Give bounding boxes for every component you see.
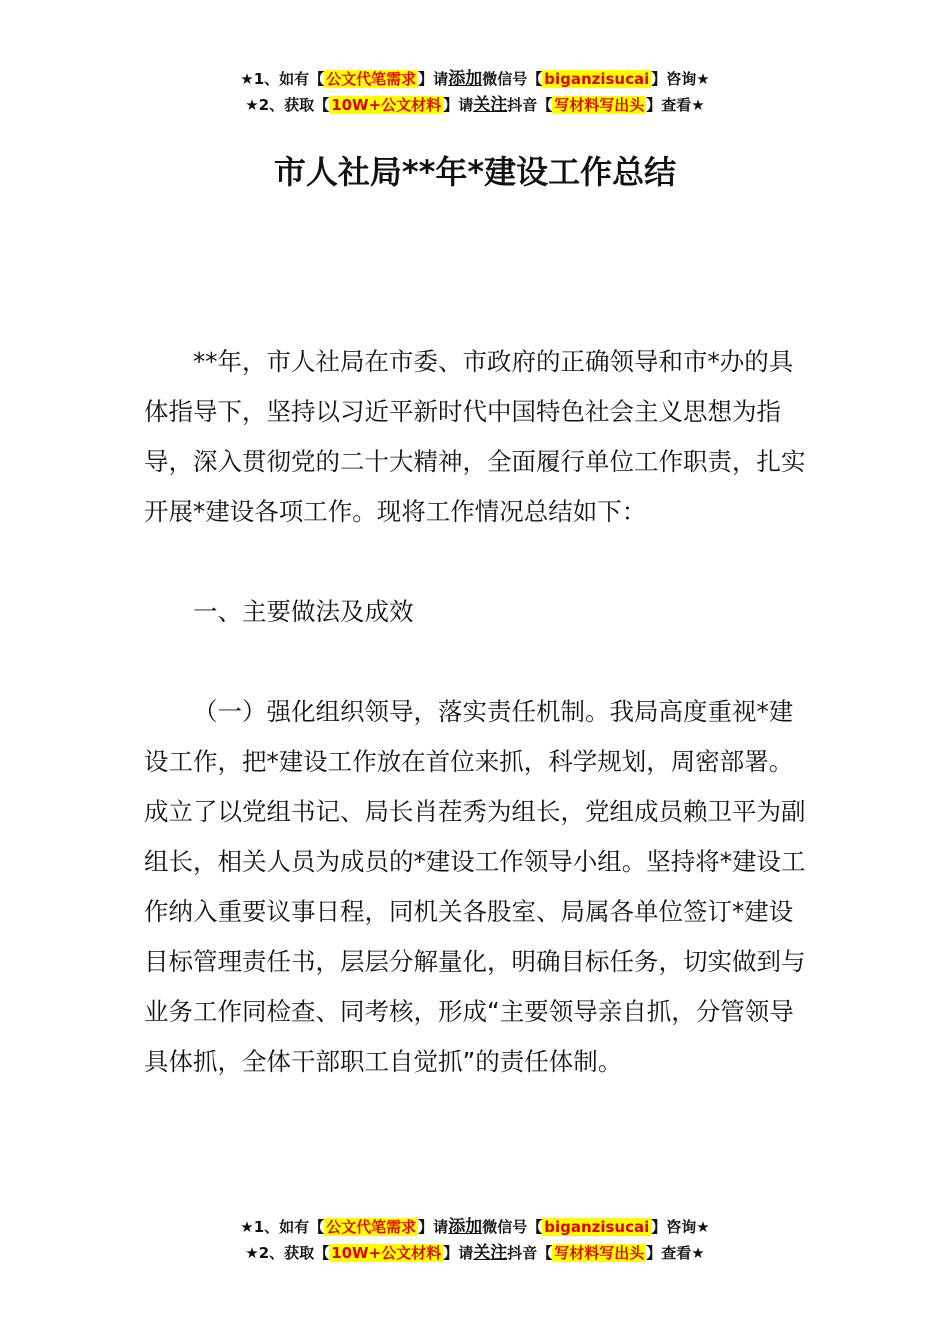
banner-line-1 [0, 1214, 950, 1240]
banner-text: 】请 [443, 1244, 474, 1262]
banner-line-1 [0, 66, 950, 92]
section-heading-1: 一、主要做法及成效 [193, 597, 414, 626]
banner-text: 】请 [418, 70, 449, 88]
highlight-materials: 10W+公文材料 [331, 1244, 442, 1262]
banner-text: ★1、如有【 [240, 1218, 325, 1236]
banner-text: 】咨询★ [651, 70, 710, 88]
banner-line-2 [0, 1240, 950, 1266]
document-title: 市人社局**年*建设工作总结 [273, 153, 677, 191]
emphasis-follow: 关注 [473, 1243, 508, 1263]
banner-text: 抖音【 [507, 1244, 553, 1262]
highlight-service: 公文代笔需求 [326, 1218, 417, 1236]
paragraph-1: （一）强化组织领导，落实责任机制。我局高度重视*建设工作，把*建设工作放在首位来抓，科学规划，周密部署。成立了以党组书记、局长肖茬秀为组长，党组成员赖卫平为副组长，相关人员为成员的*建设工作领导小组。坚持将*建设工作纳入重要议事日程，同机关各股室、局属各单位签订*建设目标管理责任书，层层分解量化，明确目标任务，切实做到与业务工作同检查、同考核，形成“主要领导亲自抓，分管领导具体抓，全体干部职工自觉抓”的责任体制。 [144, 697, 806, 1076]
emphasis-follow: 关注 [473, 95, 508, 115]
highlight-service: 公文代笔需求 [326, 70, 417, 88]
banner-text: 】请 [443, 96, 474, 114]
banner-text: 微信号【 [482, 70, 543, 88]
banner-text: ★1、如有【 [240, 70, 325, 88]
banner-text: ★2、获取【 [245, 96, 330, 114]
banner-text: 】请 [418, 1218, 449, 1236]
banner-text: 抖音【 [507, 96, 553, 114]
highlight-douyin-id: 写材料写出头 [554, 1244, 645, 1262]
emphasis-add: 添加 [448, 69, 483, 89]
banner-text: 微信号【 [482, 1218, 543, 1236]
highlight-wechat-id: biganzisucai [544, 1218, 650, 1236]
banner-text: 】查看★ [646, 96, 705, 114]
highlight-wechat-id: biganzisucai [544, 70, 650, 88]
highlight-materials: 10W+公文材料 [331, 96, 442, 114]
banner-text: 】咨询★ [651, 1218, 710, 1236]
highlight-douyin-id: 写材料写出头 [554, 96, 645, 114]
banner-line-2 [0, 92, 950, 118]
banner-text: ★2、获取【 [245, 1244, 330, 1262]
emphasis-add: 添加 [448, 1217, 483, 1237]
banner-text: 】查看★ [646, 1244, 705, 1262]
footer-banner [0, 1214, 950, 1266]
intro-paragraph: **年，市人社局在市委、市政府的正确领导和市*办的具体指导下，坚持以习近平新时代中国特色社会主义思想为指导，深入贯彻党的二十大精神，全面履行单位工作职责，扎实开展*建设各项工作。现将工作情况总结如下： [144, 347, 806, 526]
header-banner [0, 66, 950, 118]
